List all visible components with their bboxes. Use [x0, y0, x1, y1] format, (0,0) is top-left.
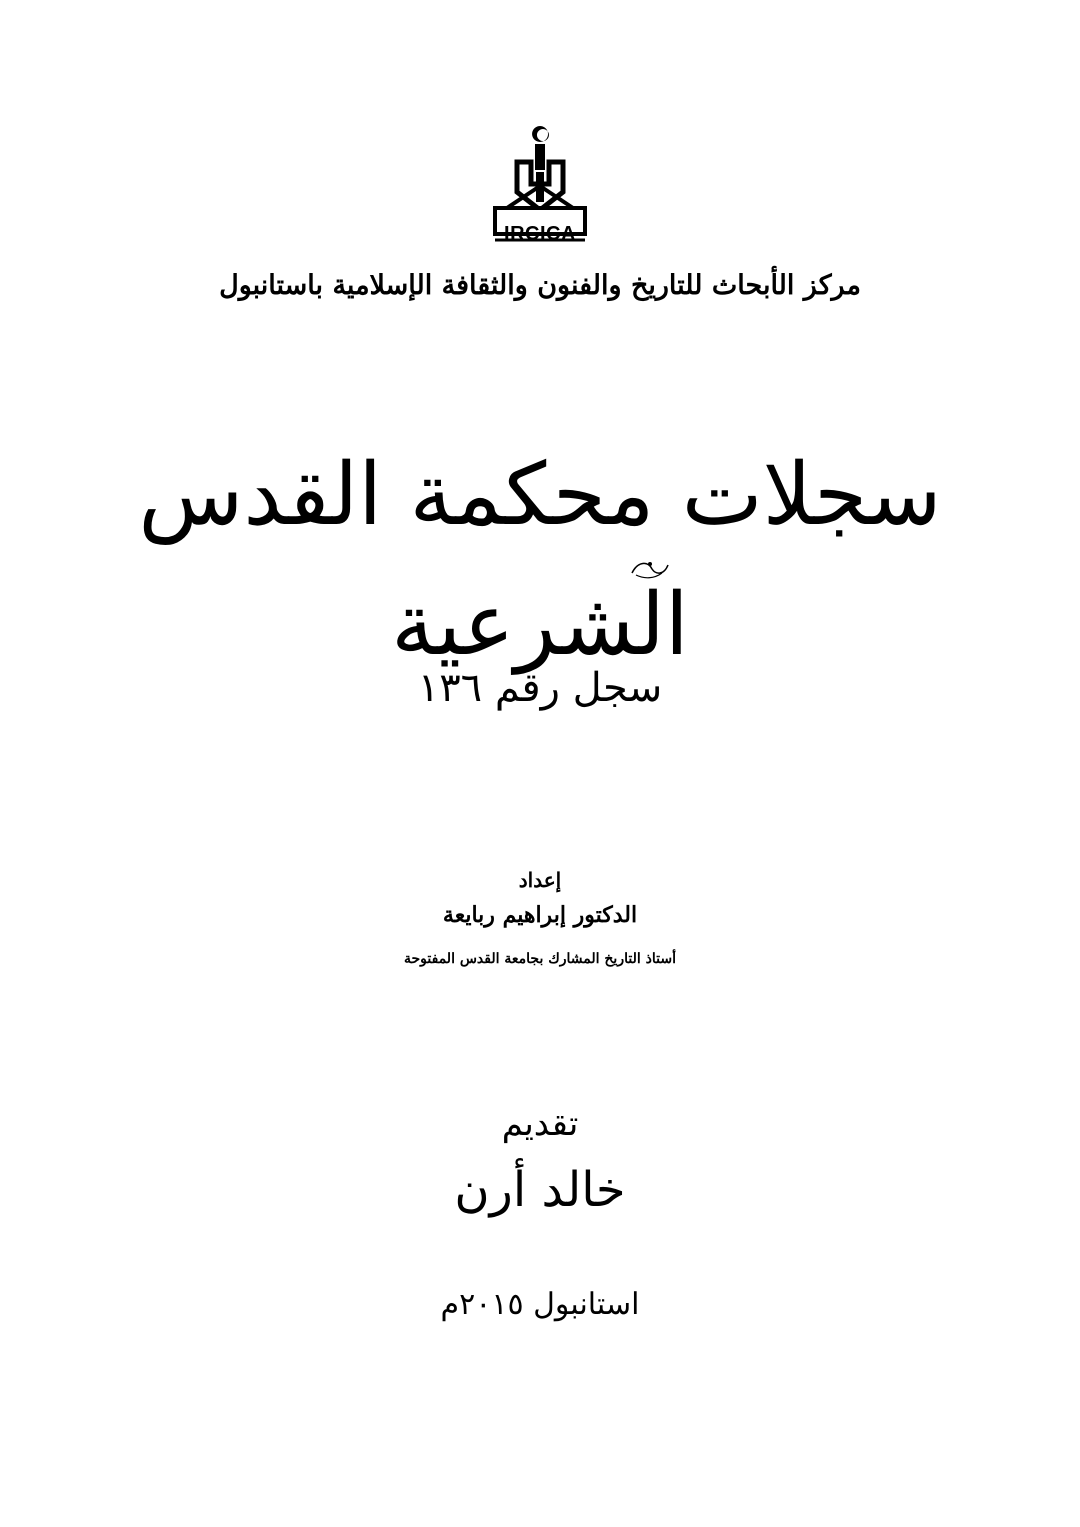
foreword-author: خالد أرن [454, 1162, 626, 1218]
calligraphy-ornament-icon [628, 555, 672, 581]
volume-subtitle: سجل رقم ١٣٦ [417, 665, 663, 711]
author-affiliation: أستاذ التاريخ المشارك بجامعة القدس المفتوحة [404, 951, 676, 967]
place-and-date: استانبول ٢٠١٥م [440, 1287, 640, 1322]
author-name: الدكتور إبراهيم ربايعة [442, 902, 638, 928]
book-title: سجلات محكمة القدس الشرعية [138, 445, 942, 675]
organization-name: مركز الأبحاث للتاريخ والفنون والثقافة الإسلامية باستانبول [219, 270, 861, 301]
foreword-label: تقديم [501, 1104, 579, 1144]
ircica-logo [487, 122, 593, 254]
logo-text: IRCICA [504, 223, 576, 245]
prepared-by-label: إعداد [518, 868, 562, 892]
